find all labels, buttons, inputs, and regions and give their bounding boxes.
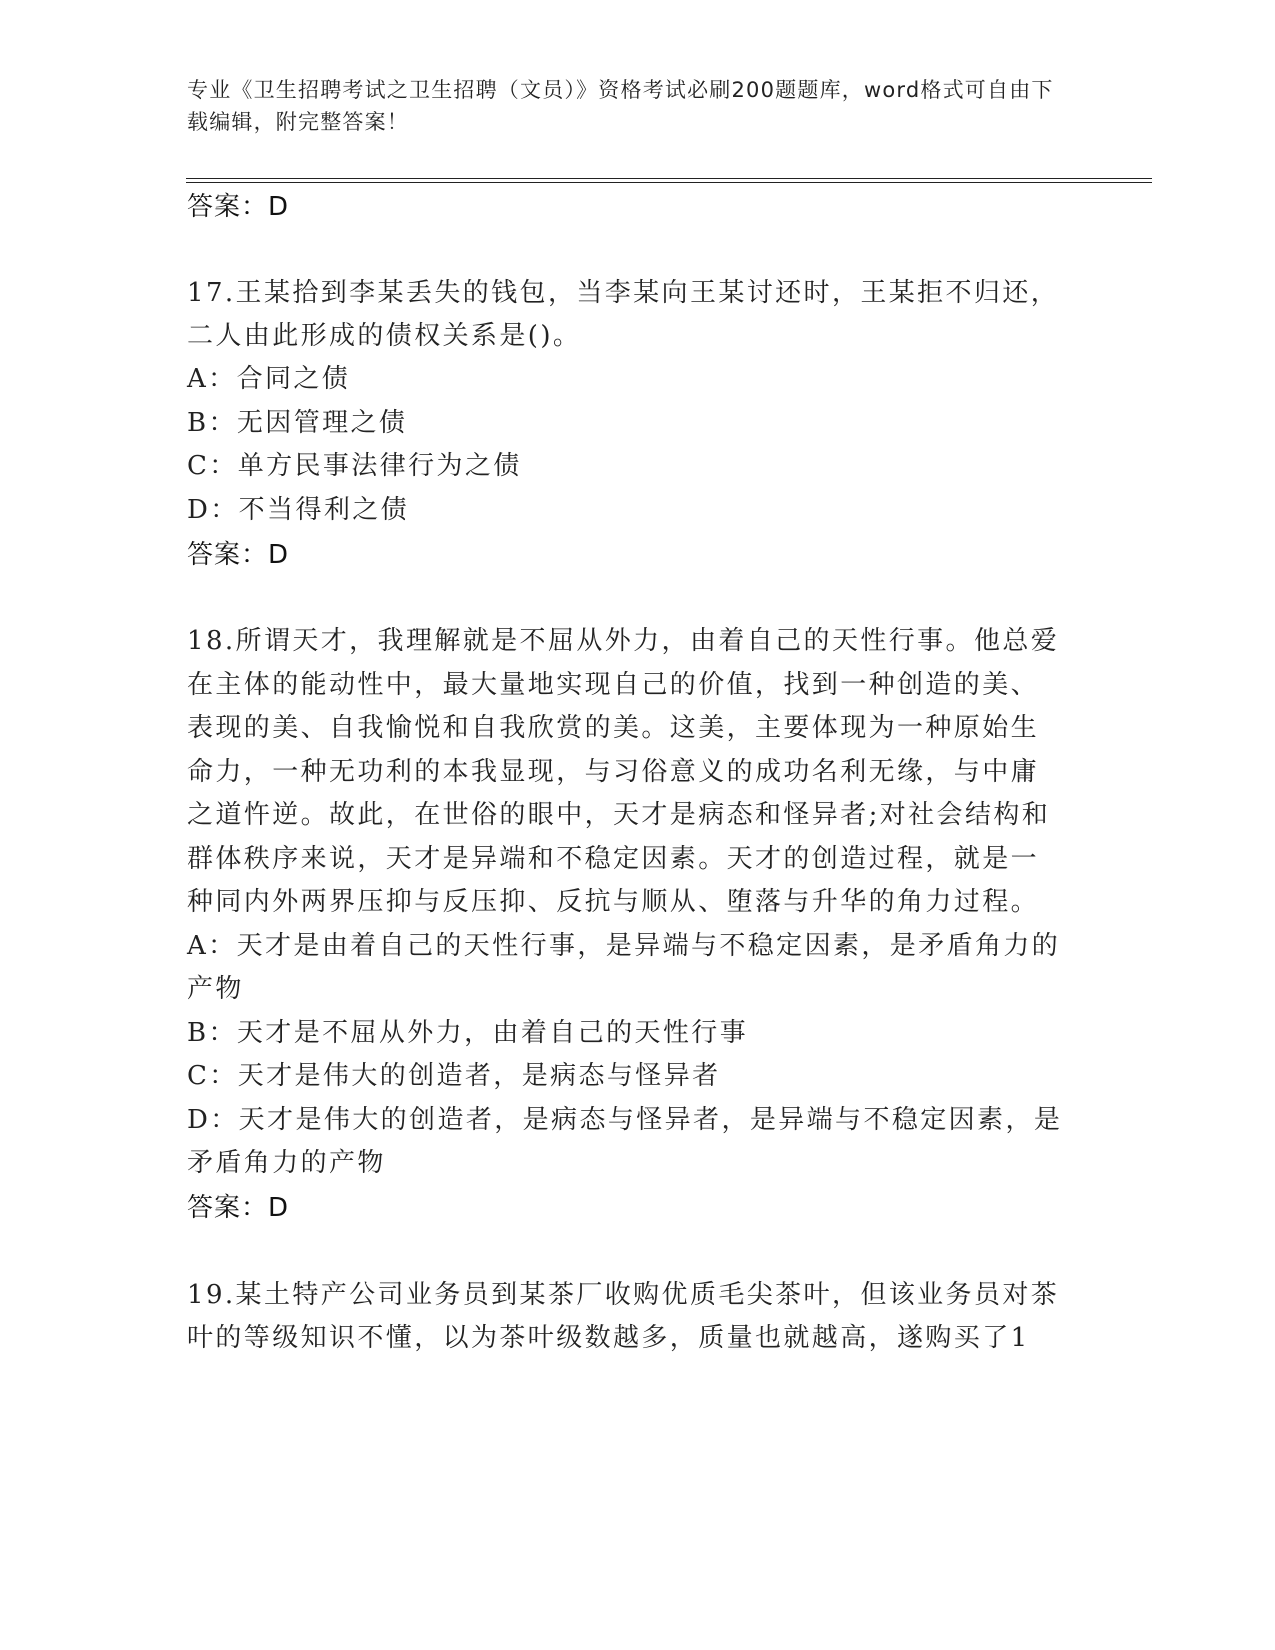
q18-stem-line-2: 在主体的能动性中，最大量地实现自己的价值，找到一种创造的美、: [187, 670, 1040, 700]
q17-option-a: A：合同之债: [187, 364, 351, 394]
q17-stem-line-2: 二人由此形成的债权关系是()。: [187, 321, 582, 351]
q18-stem-line-7: 种同内外两界压抑与反压抑、反抗与顺从、堕落与升华的角力过程。: [187, 887, 1040, 917]
answer-17: 答案：D: [187, 540, 290, 570]
q17-option-c: C：单方民事法律行为之债: [187, 451, 522, 481]
q18-option-d-line-2: 矛盾角力的产物: [187, 1148, 386, 1178]
header-rule-thick: [186, 182, 1152, 183]
q18-option-a-line-1: A：天才是由着自己的天性行事，是异端与不稳定因素，是矛盾角力的: [187, 931, 1061, 961]
document-header: 专业《卫生招聘考试之卫生招聘（文员）》资格考试必刷200题题库，word格式可自由下载编辑，附完整答案！: [187, 78, 1054, 134]
q17-stem-line-1: 17.王某拾到李某丢失的钱包，当李某向王某讨还时，王某拒不归还，: [187, 278, 1060, 308]
q17-option-d: D：不当得利之债: [187, 495, 410, 525]
q17-option-b: B：无因管理之债: [187, 408, 408, 438]
q18-stem-line-5: 之道忤逆。故此，在世俗的眼中，天才是病态和怪异者;对社会结构和: [187, 800, 1051, 830]
q18-stem-line-3: 表现的美、自我愉悦和自我欣赏的美。这美，主要体现为一种原始生: [187, 713, 1040, 743]
q18-stem-line-4: 命力，一种无功利的本我显现，与习俗意义的成功名利无缘，与中庸: [187, 757, 1040, 787]
answer-18: 答案：D: [187, 1193, 290, 1223]
q19-stem-line-1: 19.某土特产公司业务员到某茶厂收购优质毛尖茶叶，但该业务员对茶: [187, 1280, 1060, 1310]
q18-option-a-line-2: 产物: [187, 974, 244, 1004]
header-rule-thin: [186, 178, 1152, 179]
q18-option-d-line-1: D：天才是伟大的创造者，是病态与怪异者，是异端与不稳定因素，是: [187, 1105, 1063, 1135]
q18-stem-line-1: 18.所谓天才，我理解就是不屈从外力，由着自己的天性行事。他总爱: [187, 626, 1060, 656]
q18-option-c: C：天才是伟大的创造者，是病态与怪异者: [187, 1061, 721, 1091]
q18-stem-line-6: 群体秩序来说，天才是异端和不稳定因素。天才的创造过程，就是一: [187, 844, 1040, 874]
answer-16: 答案：D: [187, 192, 290, 222]
q19-stem-line-2: 叶的等级知识不懂，以为茶叶级数越多，质量也就越高，遂购买了1: [187, 1323, 1030, 1353]
q18-option-b: B：天才是不屈从外力，由着自己的天性行事: [187, 1018, 749, 1048]
